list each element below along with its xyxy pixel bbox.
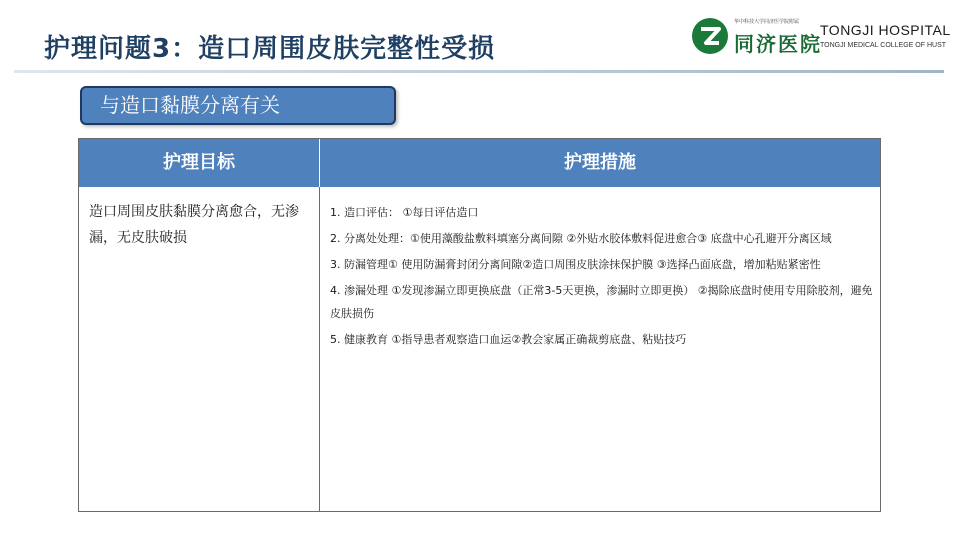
- logo-english-subtitle: TONGJI MEDICAL COLLEGE OF HUST: [820, 42, 947, 49]
- hospital-logo: [690, 16, 952, 60]
- header-divider: [14, 70, 944, 73]
- logo-english-name: TONGJI HOSPITAL: [820, 22, 951, 38]
- nursing-measures-list: [330, 201, 875, 354]
- measure-item: 1. 造口评估： ①每日评估造口: [330, 206, 479, 219]
- logo-affiliation: 华中科技大学同济医学院附属: [734, 19, 800, 25]
- measure-item: 2. 分离处处理：①使用藻酸盐敷料填塞分离间隙 ②外贴水胶体敷料促进愈合③ 底盘中心孔避开分离区域: [330, 232, 832, 245]
- section-subheading: 与造口黏膜分离有关: [80, 86, 396, 125]
- column-divider: [319, 187, 320, 511]
- slide-title: 护理问题3：造口周围皮肤完整性受损: [44, 34, 496, 64]
- measure-item: 4. 渗漏处理 ①发现渗漏立即更换底盘（正常3-5天更换，渗漏时立即更换） ②揭除底盘时使用专用除胶剂，避免皮肤损伤: [330, 284, 873, 320]
- nursing-goal-text: 造口周围皮肤黏膜分离愈合，无渗漏，无皮肤破损: [89, 204, 299, 246]
- measures-column-header: 护理措施: [320, 139, 880, 187]
- hospital-emblem-icon: [692, 18, 728, 54]
- measure-item: 3. 防漏管理① 使用防漏膏封闭分离间隙②造口周围皮肤涂抹保护膜 ③选择凸面底盘，增加粘贴紧密性: [330, 258, 821, 271]
- care-plan-table: [78, 138, 881, 512]
- measure-item: 5. 健康教育 ①指导患者观察造口血运②教会家属正确裁剪底盘、粘贴技巧: [330, 333, 687, 346]
- goal-column-header: 护理目标: [79, 139, 320, 187]
- logo-chinese-name: 同济医院: [734, 32, 822, 56]
